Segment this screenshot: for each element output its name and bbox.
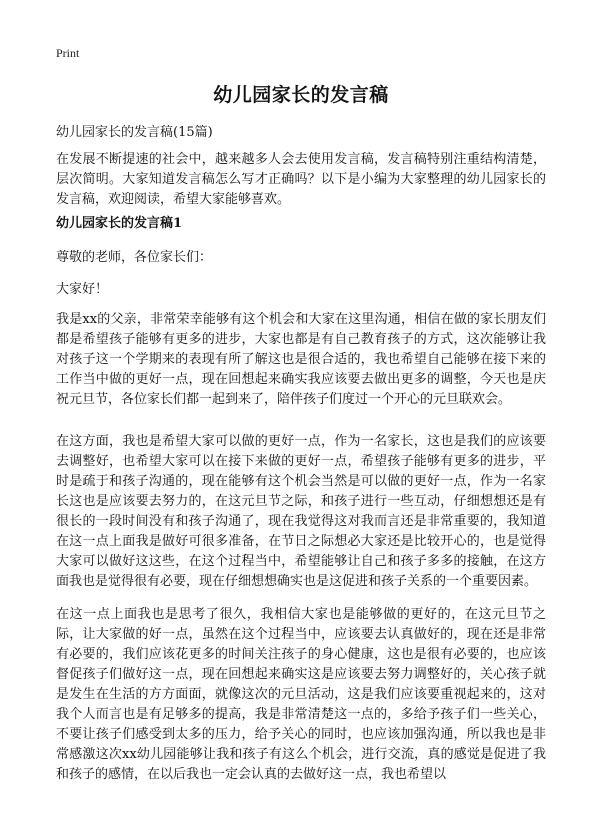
section-heading: 幼儿园家长的发言稿1 [56, 216, 183, 231]
greeting-hello: 大家好！ [56, 282, 109, 297]
intro-paragraph: 在发展不断提速的社会中，越来越多人会去使用发言稿，发言稿特别注重结构清楚，层次简明。大家知道发言稿怎么写才正确吗？以下是小编为大家整理的幼儿园家长的发言稿，欢迎阅读，希望大家能够喜欢。 [56, 152, 546, 207]
document-subtitle: 幼儿园家长的发言稿(15篇) [56, 125, 213, 140]
body-paragraph-2: 在这方面，我也是希望大家可以做的更好一点，作为一名家长，这也是我们的应该要去调整好，也希望大家可以在接下来做的更好一点，希望孩子能够有更多的进步，平时是疏于和孩子沟通的，现在能够有这个机会当然是可以做的更好一点，作为一名家长这也是应该要去努力的，在这元旦节之际，和孩子进行一些互动，仔细想想还是有很长的一段时间没有和孩子沟通了，现在我觉得这对我而言还是非常重要的，我知道在这一点上面我是做好可很多准备，在节日之际想必大家还是比较开心的，也是觉得大家可以做好这这些，在这个过程当中，希望能够让自己和孩子多多的接触，在这方面我也是觉得很有必要，现在仔细想想确实也是这促进和孩子关系的一个重要因素。 [56, 434, 546, 589]
body-paragraph-3: 在这一点上面我也是思考了很久，我相信大家也是能够做的更好的，在这元旦节之际，让大家做的好一点，虽然在这个过程当中，应该要去认真做好的，现在还是非常有必要的，我们应该花更多的时间关注孩子的身心健康，这也是很有必要的，也应该督促孩子们做好这一点，现在回想起来确实这是应该要去努力调整好的，关心孩子就是发生在生活的方方面面，就像这次的元旦活动，这是我们应该要重视起来的，这对我个人而言也是有足够多的提高，我是非常清楚这一点的，多给予孩子们一些关心，不要让孩子们感受到太多的压力，给予关心的同时，也应该加强沟通，所以我也是非常感激这次xx幼儿园能够让我和孩子有这么个机会，进行交流，真的感觉是促进了我和孩子的感情，在以后我也一定会认真的去做好这一点，我也希望以 [56, 607, 546, 782]
page-title: 幼儿园家长的发言稿 [213, 84, 389, 106]
body-paragraph-1: 我是xx的父亲，非常荣幸能够有这个机会和大家在这里沟通，相信在做的家长朋友们都是希望孩子能够有更多的进步，大家也都是有自己教育孩子的方式，这次能够让我对孩子这一个学期来的表现有所了解这也是很合适的，我也希望自己能够在接下来的工作当中做的更好一点，现在回想起来确实我应该要去做出更多的调整，今天也是庆祝元旦节，各位家长们都一起到来了，陪伴孩子们度过一个开心的元旦联欢会。 [56, 312, 546, 407]
print-link[interactable]: Print [56, 46, 80, 60]
greeting-salutation: 尊敬的老师，各位家长们： [56, 250, 213, 265]
